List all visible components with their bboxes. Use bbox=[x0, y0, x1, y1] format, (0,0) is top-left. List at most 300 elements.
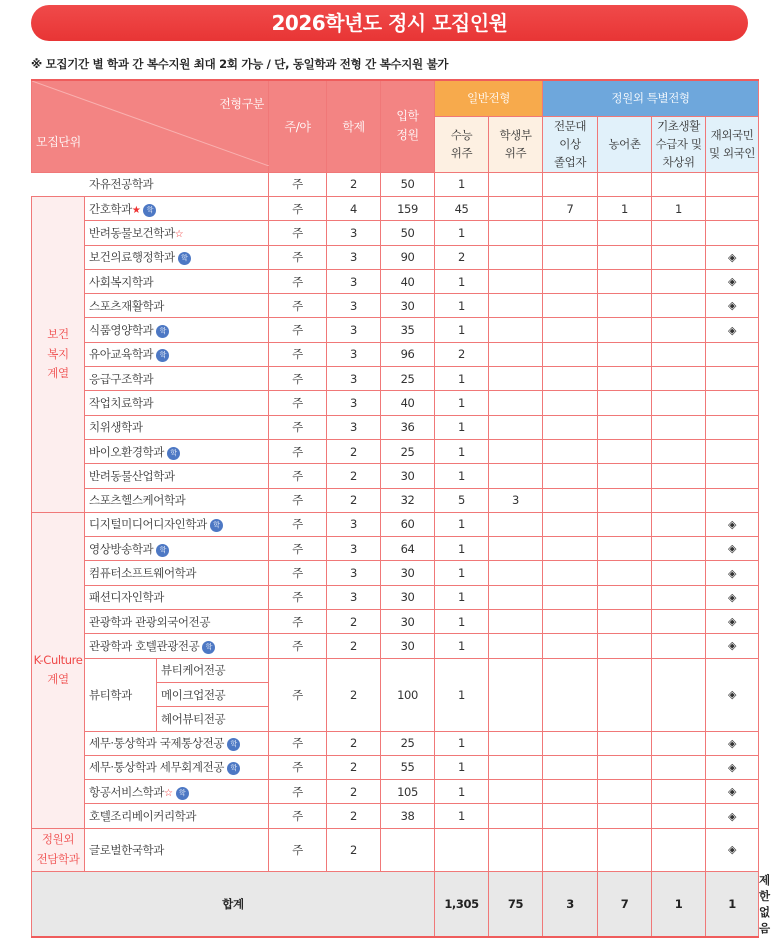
day-night: 주 bbox=[269, 731, 327, 755]
day-night: 주 bbox=[269, 269, 327, 293]
major-name: 헤어뷰티전공 bbox=[157, 707, 269, 731]
count-cell bbox=[706, 415, 759, 439]
day-night: 주 bbox=[269, 561, 327, 585]
mark-icon: ◈ bbox=[706, 585, 759, 609]
count-cell: 1 bbox=[435, 367, 489, 391]
dept-name bbox=[85, 537, 269, 561]
quota: 36 bbox=[381, 415, 435, 439]
count-cell: 1 bbox=[435, 391, 489, 415]
count-cell bbox=[706, 439, 759, 463]
group-cell: 정원외 전담학과 bbox=[32, 828, 85, 871]
count-cell bbox=[598, 318, 652, 342]
count-cell bbox=[652, 755, 706, 779]
count-cell bbox=[652, 561, 706, 585]
mark-icon: ◈ bbox=[706, 294, 759, 318]
count-cell bbox=[652, 828, 706, 871]
count-cell: 1 bbox=[435, 610, 489, 634]
day-night: 주 bbox=[269, 658, 327, 731]
dept-label: 보건의료행정학과 bbox=[89, 250, 175, 265]
badge-icon: 학 bbox=[178, 252, 191, 265]
dept-name bbox=[85, 294, 269, 318]
day-night: 주 bbox=[269, 294, 327, 318]
count-cell bbox=[489, 755, 543, 779]
count-cell bbox=[598, 634, 652, 658]
dept-label: 간호학과 bbox=[89, 201, 132, 216]
table-row bbox=[32, 512, 759, 536]
count-cell bbox=[652, 610, 706, 634]
count-cell bbox=[435, 828, 489, 871]
mark-icon: ◈ bbox=[706, 755, 759, 779]
dept-label: 패션디자인학과 bbox=[89, 590, 164, 605]
day-night: 주 bbox=[269, 537, 327, 561]
count-cell: 1 bbox=[435, 561, 489, 585]
count-cell bbox=[543, 804, 598, 828]
years: 3 bbox=[327, 294, 381, 318]
day-night: 주 bbox=[269, 245, 327, 269]
day-night: 주 bbox=[269, 488, 327, 512]
dept-label: 작업치료학과 bbox=[89, 395, 154, 410]
years: 3 bbox=[327, 221, 381, 245]
years: 3 bbox=[327, 342, 381, 366]
dept-label: 세무·통상학과 세무회계전공 bbox=[89, 760, 225, 775]
quota: 40 bbox=[381, 391, 435, 415]
count-cell bbox=[543, 391, 598, 415]
table-row bbox=[32, 585, 759, 609]
count-cell bbox=[652, 585, 706, 609]
count-cell bbox=[598, 439, 652, 463]
day-night: 주 bbox=[269, 780, 327, 804]
header-unit-label: 모집단위 bbox=[36, 134, 81, 149]
day-night: 주 bbox=[269, 172, 327, 196]
quota: 50 bbox=[381, 221, 435, 245]
day-night: 주 bbox=[269, 367, 327, 391]
badge-icon: 학 bbox=[176, 787, 189, 800]
count-cell bbox=[652, 294, 706, 318]
count-cell bbox=[543, 342, 598, 366]
count-cell bbox=[543, 512, 598, 536]
badge-icon: 학 bbox=[227, 762, 240, 775]
count-cell bbox=[489, 780, 543, 804]
total-row: 합계 1,305 75 3 7 1 1 제한없음 bbox=[32, 871, 759, 937]
count-cell bbox=[489, 634, 543, 658]
count-cell bbox=[489, 172, 543, 196]
badge-icon: 학 bbox=[143, 204, 156, 217]
dept-label: 반려동물보건학과 bbox=[89, 225, 175, 240]
count-cell bbox=[489, 196, 543, 220]
table-row bbox=[32, 415, 759, 439]
count-cell bbox=[598, 828, 652, 871]
count-cell bbox=[543, 269, 598, 293]
quota: 30 bbox=[381, 561, 435, 585]
group-cell bbox=[32, 172, 85, 196]
count-cell bbox=[489, 804, 543, 828]
years: 3 bbox=[327, 585, 381, 609]
count-cell bbox=[652, 512, 706, 536]
dept-label: 치위생학과 bbox=[89, 420, 143, 435]
table-row bbox=[32, 221, 759, 245]
dept-label: 유아교육학과 bbox=[89, 347, 154, 362]
badge-icon: 학 bbox=[156, 349, 169, 362]
count-cell bbox=[598, 367, 652, 391]
count-cell bbox=[598, 804, 652, 828]
quota: 25 bbox=[381, 367, 435, 391]
years: 3 bbox=[327, 245, 381, 269]
quota bbox=[381, 828, 435, 871]
count-cell bbox=[489, 731, 543, 755]
day-night: 주 bbox=[269, 610, 327, 634]
group-cell: 보건 복지 계열 bbox=[32, 196, 85, 512]
day-night: 주 bbox=[269, 221, 327, 245]
count-cell bbox=[706, 464, 759, 488]
day-night: 주 bbox=[269, 804, 327, 828]
dept-label: 스포츠헬스케어학과 bbox=[89, 493, 186, 508]
table-row bbox=[32, 804, 759, 828]
years: 3 bbox=[327, 391, 381, 415]
dept-name bbox=[85, 828, 269, 871]
mark-icon: ◈ bbox=[706, 269, 759, 293]
count-cell bbox=[598, 391, 652, 415]
table-row bbox=[32, 610, 759, 634]
count-cell bbox=[543, 415, 598, 439]
count-cell bbox=[489, 439, 543, 463]
mark-icon: ◈ bbox=[706, 610, 759, 634]
mark-icon: ◈ bbox=[706, 512, 759, 536]
count-cell bbox=[543, 828, 598, 871]
dept-label: 식품영양학과 bbox=[89, 323, 154, 338]
count-cell bbox=[543, 780, 598, 804]
count-cell: 1 bbox=[435, 415, 489, 439]
table-row bbox=[32, 780, 759, 804]
dept-label: 자유전공학과 bbox=[89, 177, 154, 192]
dept-name bbox=[85, 634, 269, 658]
badge-icon: 학 bbox=[156, 544, 169, 557]
dept-label: 관광학과 호텔관광전공 bbox=[89, 638, 200, 653]
count-cell bbox=[489, 245, 543, 269]
dept-name bbox=[85, 269, 269, 293]
count-cell: 1 bbox=[652, 196, 706, 220]
mark-icon: ◈ bbox=[706, 537, 759, 561]
count-cell: 1 bbox=[435, 755, 489, 779]
dept-name bbox=[85, 391, 269, 415]
count-cell: 1 bbox=[435, 780, 489, 804]
subheader-3: 농어촌 bbox=[598, 116, 652, 172]
count-cell bbox=[652, 342, 706, 366]
day-night: 주 bbox=[269, 318, 327, 342]
dept-name bbox=[85, 172, 269, 196]
years: 2 bbox=[327, 828, 381, 871]
count-cell bbox=[706, 172, 759, 196]
dept-label: 세무·통상학과 국제통상전공 bbox=[89, 736, 225, 751]
count-cell bbox=[489, 828, 543, 871]
dept-label: 항공서비스학과 bbox=[89, 784, 164, 799]
count-cell bbox=[706, 367, 759, 391]
count-cell: 1 bbox=[435, 221, 489, 245]
mark-icon: ◈ bbox=[706, 804, 759, 828]
count-cell bbox=[598, 464, 652, 488]
mark-icon: ◈ bbox=[706, 561, 759, 585]
count-cell: 1 bbox=[435, 439, 489, 463]
star-outline-icon: ☆ bbox=[174, 228, 184, 240]
count-cell bbox=[652, 731, 706, 755]
count-cell bbox=[489, 512, 543, 536]
page-title: 2026학년도 정시 모집인원 bbox=[31, 5, 748, 41]
dept-name bbox=[85, 585, 269, 609]
count-cell: 1 bbox=[435, 634, 489, 658]
count-cell bbox=[543, 658, 598, 731]
count-cell bbox=[489, 561, 543, 585]
count-cell: 1 bbox=[435, 269, 489, 293]
count-cell bbox=[706, 391, 759, 415]
table-row bbox=[32, 294, 759, 318]
count-cell bbox=[706, 342, 759, 366]
table-row bbox=[32, 367, 759, 391]
count-cell bbox=[598, 610, 652, 634]
count-cell bbox=[652, 269, 706, 293]
count-cell bbox=[543, 731, 598, 755]
dept-name bbox=[85, 561, 269, 585]
dept-label: 스포츠재활학과 bbox=[89, 298, 164, 313]
table-row bbox=[32, 658, 759, 682]
count-cell bbox=[652, 658, 706, 731]
quota: 50 bbox=[381, 172, 435, 196]
count-cell bbox=[706, 196, 759, 220]
count-cell bbox=[543, 221, 598, 245]
count-cell bbox=[598, 221, 652, 245]
table-row bbox=[32, 245, 759, 269]
years: 2 bbox=[327, 780, 381, 804]
count-cell bbox=[652, 367, 706, 391]
header-day-night: 주/야 bbox=[269, 80, 327, 172]
dept-label: 영상방송학과 bbox=[89, 541, 154, 556]
quota: 55 bbox=[381, 755, 435, 779]
major-name: 뷰티케어전공 bbox=[157, 658, 269, 682]
header-special: 정원외 특별전형 bbox=[543, 80, 759, 116]
dept-label: 응급구조학과 bbox=[89, 371, 154, 386]
badge-icon: 학 bbox=[202, 641, 215, 654]
subheader-5: 재외국민 및 외국인 bbox=[706, 116, 759, 172]
count-cell bbox=[489, 367, 543, 391]
table-row bbox=[32, 828, 759, 871]
subheader-1: 학생부 위주 bbox=[489, 116, 543, 172]
dept-label: 컴퓨터소프트웨어학과 bbox=[89, 566, 197, 581]
table-row bbox=[32, 488, 759, 512]
count-cell bbox=[598, 342, 652, 366]
count-cell bbox=[598, 415, 652, 439]
dept-label: 바이오환경학과 bbox=[89, 444, 164, 459]
count-cell bbox=[598, 755, 652, 779]
quota: 38 bbox=[381, 804, 435, 828]
mark-icon: ◈ bbox=[706, 245, 759, 269]
table-row bbox=[32, 391, 759, 415]
count-cell bbox=[489, 342, 543, 366]
count-cell bbox=[543, 439, 598, 463]
count-cell bbox=[489, 294, 543, 318]
dept-name bbox=[85, 755, 269, 779]
count-cell: 1 bbox=[435, 658, 489, 731]
years: 4 bbox=[327, 196, 381, 220]
star-outline-icon: ☆ bbox=[163, 787, 173, 799]
total-label: 합계 bbox=[32, 871, 435, 937]
years: 3 bbox=[327, 269, 381, 293]
day-night: 주 bbox=[269, 196, 327, 220]
dept-name bbox=[85, 512, 269, 536]
dept-name bbox=[85, 804, 269, 828]
quota: 40 bbox=[381, 269, 435, 293]
count-cell bbox=[543, 537, 598, 561]
count-cell bbox=[652, 780, 706, 804]
mark-icon: ◈ bbox=[706, 658, 759, 731]
group-cell: K-Culture 계열 bbox=[32, 512, 85, 828]
count-cell: 1 bbox=[435, 537, 489, 561]
years: 3 bbox=[327, 512, 381, 536]
count-cell: 45 bbox=[435, 196, 489, 220]
subheader-2: 전문대 이상 졸업자 bbox=[543, 116, 598, 172]
table-row bbox=[32, 755, 759, 779]
day-night: 주 bbox=[269, 634, 327, 658]
count-cell bbox=[543, 585, 598, 609]
quota: 30 bbox=[381, 585, 435, 609]
count-cell bbox=[489, 585, 543, 609]
count-cell bbox=[598, 172, 652, 196]
major-name: 메이크업전공 bbox=[157, 682, 269, 706]
dept-label: 호텔조리베이커리학과 bbox=[89, 809, 197, 824]
quota: 100 bbox=[381, 658, 435, 731]
count-cell bbox=[543, 634, 598, 658]
badge-icon: 학 bbox=[227, 738, 240, 751]
years: 2 bbox=[327, 172, 381, 196]
dept-name bbox=[85, 488, 269, 512]
count-cell bbox=[598, 294, 652, 318]
count-cell bbox=[489, 537, 543, 561]
mark-icon: ◈ bbox=[706, 731, 759, 755]
dept-label: 관광학과 관광외국어전공 bbox=[89, 614, 211, 629]
badge-icon: 학 bbox=[210, 519, 223, 532]
header-diagonal-cell bbox=[32, 80, 269, 172]
count-cell bbox=[652, 439, 706, 463]
count-cell bbox=[652, 537, 706, 561]
admission-quota-table bbox=[31, 79, 770, 938]
day-night: 주 bbox=[269, 755, 327, 779]
count-cell: 7 bbox=[543, 196, 598, 220]
count-cell: 1 bbox=[435, 318, 489, 342]
count-cell: 1 bbox=[435, 585, 489, 609]
dept-name bbox=[85, 196, 269, 220]
count-cell: 1 bbox=[435, 172, 489, 196]
dept-name bbox=[85, 221, 269, 245]
dept-label: 반려동물산업학과 bbox=[89, 468, 175, 483]
quota: 25 bbox=[381, 731, 435, 755]
badge-icon: 학 bbox=[167, 447, 180, 460]
mark-icon: ◈ bbox=[706, 634, 759, 658]
years: 3 bbox=[327, 415, 381, 439]
dept-label: 글로벌한국학과 bbox=[89, 842, 164, 857]
count-cell bbox=[706, 221, 759, 245]
count-cell bbox=[598, 488, 652, 512]
count-cell: 3 bbox=[489, 488, 543, 512]
years: 2 bbox=[327, 731, 381, 755]
table-row bbox=[32, 439, 759, 463]
table-row bbox=[32, 537, 759, 561]
count-cell bbox=[652, 221, 706, 245]
day-night: 주 bbox=[269, 464, 327, 488]
table-row bbox=[32, 464, 759, 488]
header-years: 학제 bbox=[327, 80, 381, 172]
years: 3 bbox=[327, 318, 381, 342]
years: 3 bbox=[327, 537, 381, 561]
dept-label: 디지털미디어디자인학과 bbox=[89, 517, 207, 532]
count-cell bbox=[598, 780, 652, 804]
quota: 25 bbox=[381, 439, 435, 463]
count-cell bbox=[652, 488, 706, 512]
count-cell bbox=[543, 245, 598, 269]
dept-name bbox=[85, 464, 269, 488]
quota: 30 bbox=[381, 464, 435, 488]
count-cell bbox=[489, 269, 543, 293]
count-cell bbox=[652, 172, 706, 196]
dept-label: 사회복지학과 bbox=[89, 274, 154, 289]
years: 3 bbox=[327, 367, 381, 391]
count-cell bbox=[598, 537, 652, 561]
count-cell bbox=[543, 488, 598, 512]
diagonal-line bbox=[32, 81, 269, 166]
count-cell bbox=[706, 488, 759, 512]
count-cell: 2 bbox=[435, 342, 489, 366]
quota: 96 bbox=[381, 342, 435, 366]
years: 2 bbox=[327, 439, 381, 463]
count-cell bbox=[543, 464, 598, 488]
count-cell: 1 bbox=[435, 804, 489, 828]
dept-name bbox=[85, 610, 269, 634]
count-cell bbox=[489, 464, 543, 488]
years: 2 bbox=[327, 464, 381, 488]
header-general: 일반전형 bbox=[435, 80, 543, 116]
header-quota: 입학 정원 bbox=[381, 80, 435, 172]
subheader-4: 기초생활 수급자 및 차상위 bbox=[652, 116, 706, 172]
count-cell: 2 bbox=[435, 245, 489, 269]
count-cell bbox=[598, 731, 652, 755]
count-cell bbox=[598, 585, 652, 609]
count-cell bbox=[543, 294, 598, 318]
total-count: 1 bbox=[706, 871, 759, 937]
count-cell bbox=[652, 464, 706, 488]
count-cell: 1 bbox=[598, 196, 652, 220]
years: 2 bbox=[327, 634, 381, 658]
count-cell bbox=[652, 804, 706, 828]
quota: 159 bbox=[381, 196, 435, 220]
years: 2 bbox=[327, 804, 381, 828]
dept-name bbox=[85, 342, 269, 366]
total-count: 1 bbox=[652, 871, 706, 937]
dept-name bbox=[85, 731, 269, 755]
table-row bbox=[32, 172, 759, 196]
table-row bbox=[32, 634, 759, 658]
dept-label: 뷰티학과 bbox=[89, 687, 132, 702]
badge-icon: 학 bbox=[156, 325, 169, 338]
count-cell bbox=[489, 391, 543, 415]
dept-name bbox=[85, 245, 269, 269]
count-cell bbox=[489, 318, 543, 342]
count-cell bbox=[543, 172, 598, 196]
years: 2 bbox=[327, 658, 381, 731]
dept-name bbox=[85, 415, 269, 439]
header-type-label: 전형구분 bbox=[219, 97, 265, 111]
day-night: 주 bbox=[269, 512, 327, 536]
table-row bbox=[32, 318, 759, 342]
total-count: 7 bbox=[598, 871, 652, 937]
quota: 60 bbox=[381, 512, 435, 536]
star-filled-icon: ★ bbox=[131, 204, 141, 216]
count-cell: 5 bbox=[435, 488, 489, 512]
